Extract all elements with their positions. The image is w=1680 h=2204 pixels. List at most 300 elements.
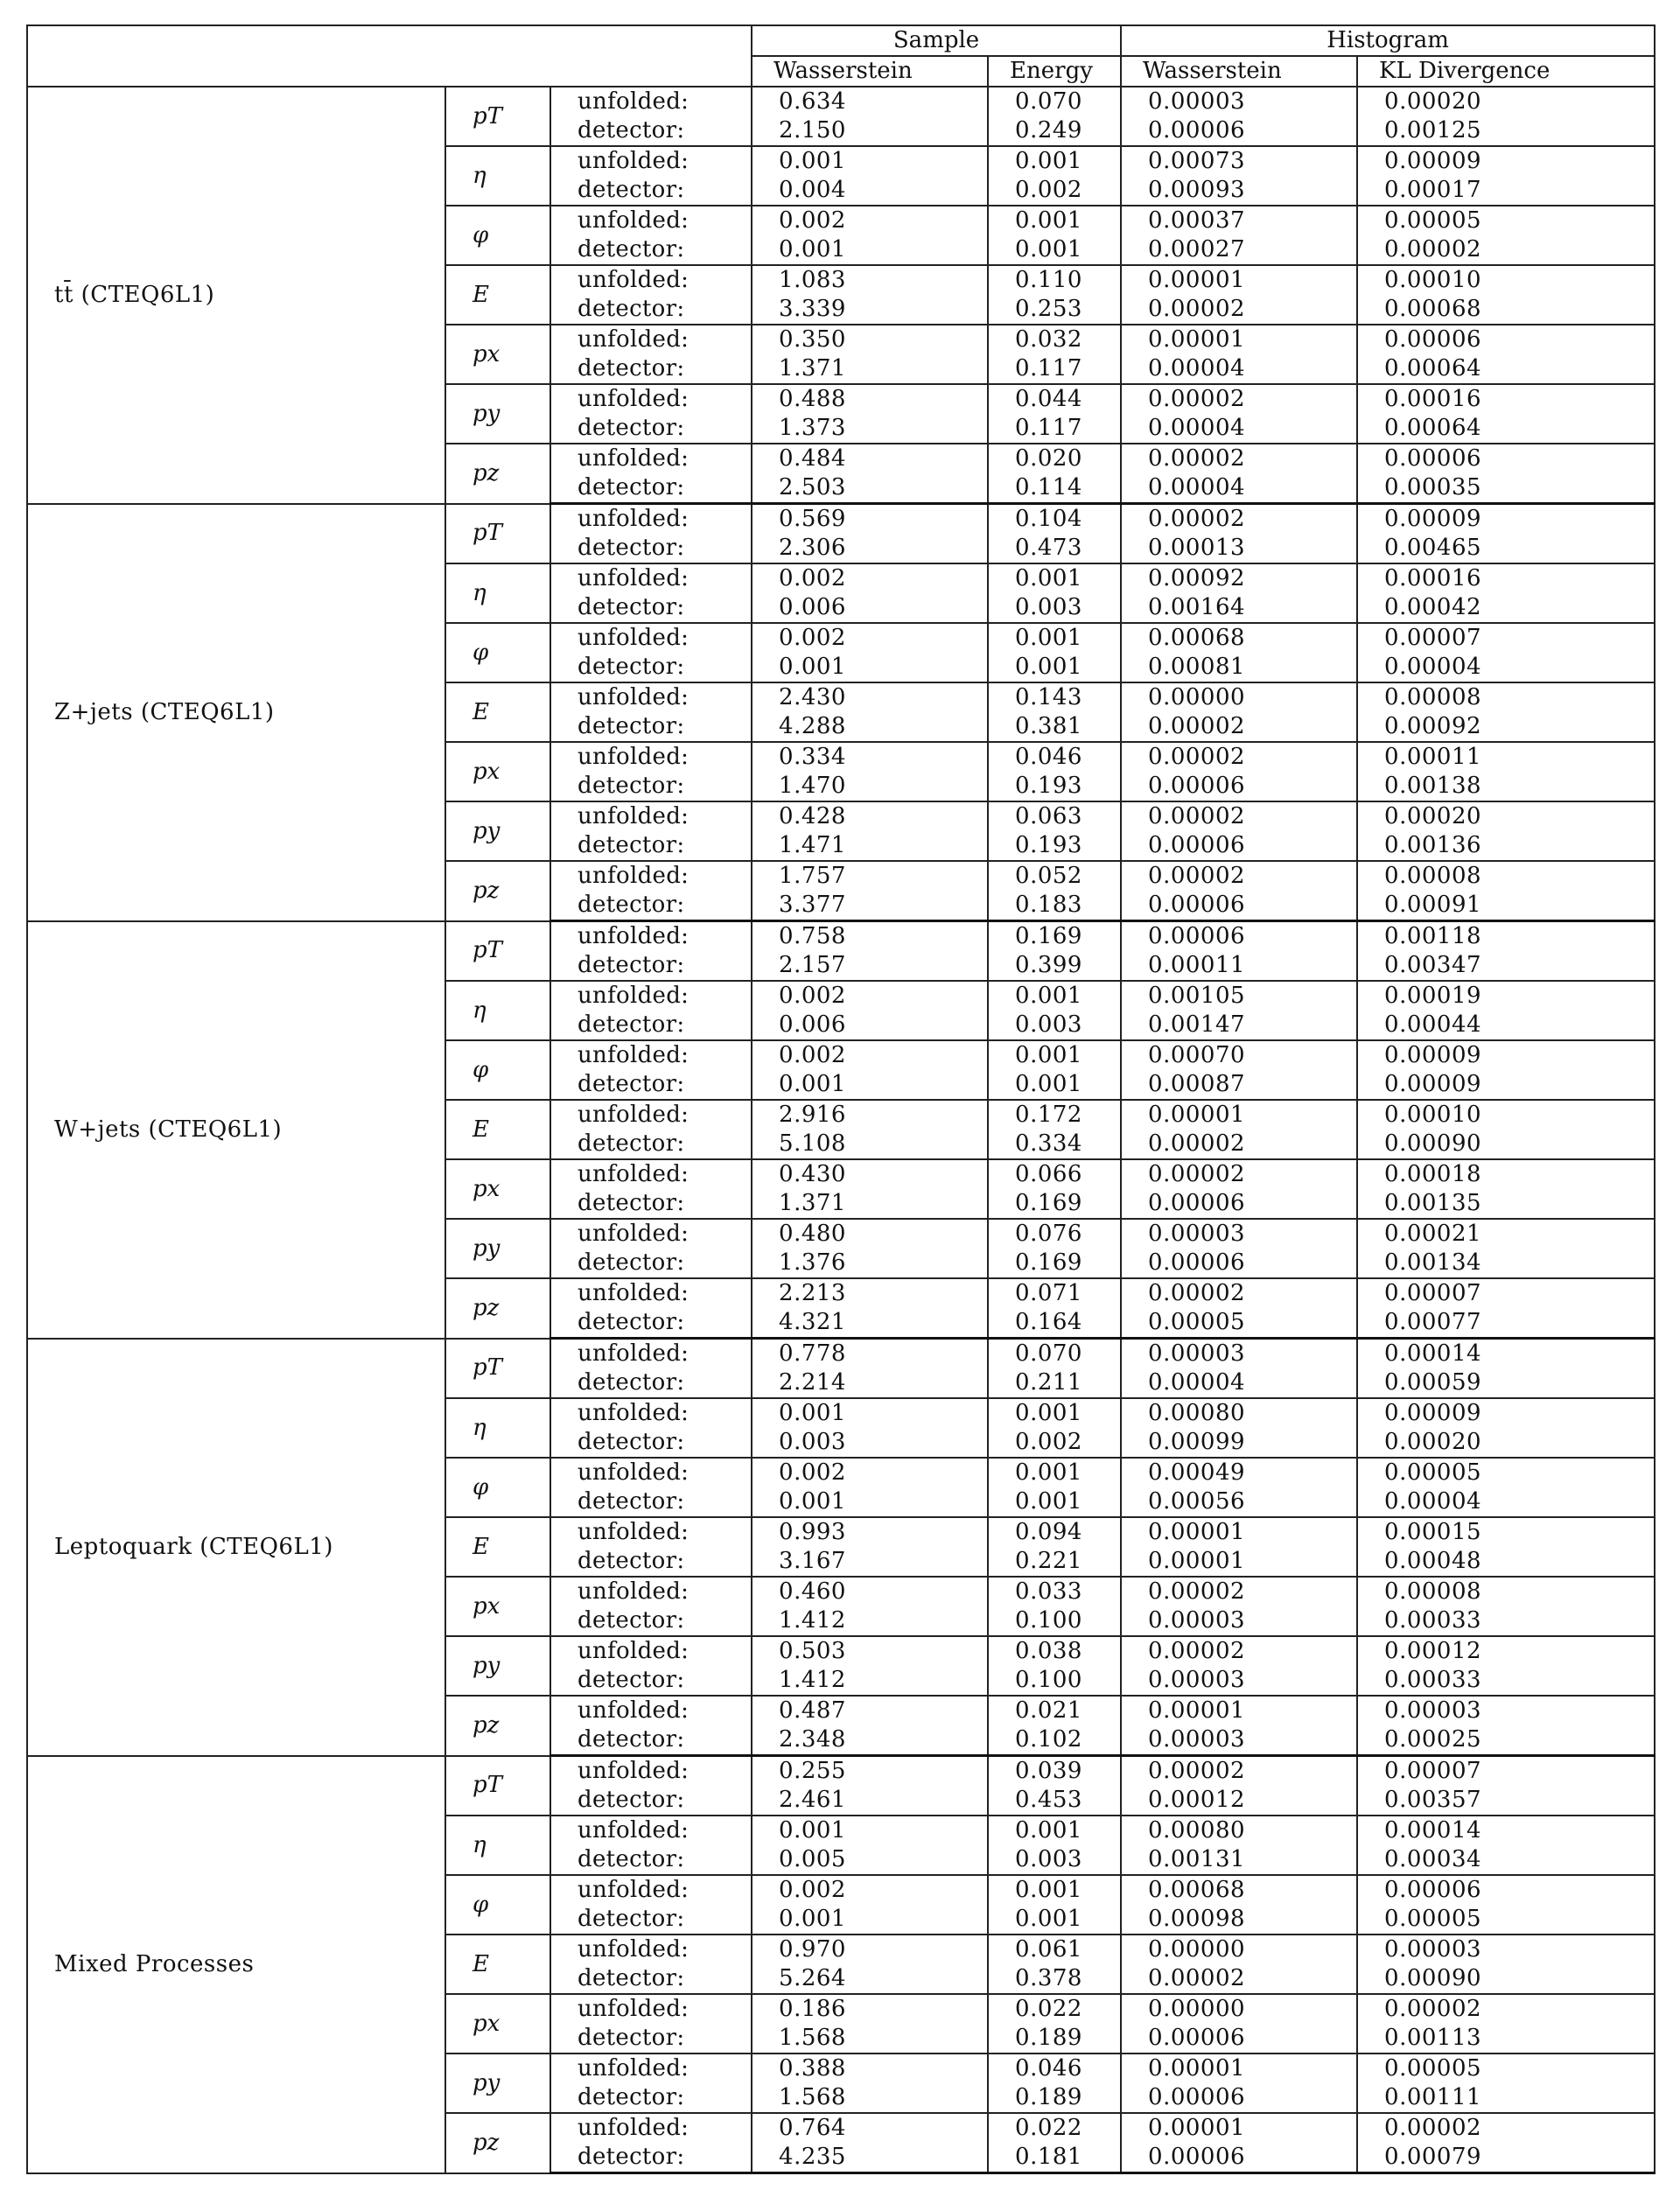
- hist-kl-value: 0.00014: [1357, 1339, 1655, 1369]
- row-kind-label: detector:: [550, 295, 752, 325]
- row-kind-label: detector:: [550, 1308, 752, 1339]
- variable-label: pz: [445, 1696, 550, 1756]
- row-kind-label: detector:: [550, 951, 752, 981]
- sample-wasserstein-value: 2.916: [752, 1100, 988, 1130]
- process-name: Mixed Processes: [27, 1756, 445, 2173]
- hist-kl-value: 0.00048: [1357, 1547, 1655, 1577]
- hist-kl-value: 0.00002: [1357, 235, 1655, 265]
- variable-label: pz: [445, 2113, 550, 2173]
- hist-kl-value: 0.00004: [1357, 653, 1655, 682]
- sample-energy-value: 0.102: [988, 1725, 1121, 1756]
- sample-energy-value: 0.066: [988, 1159, 1121, 1189]
- hist-wasserstein-value: 0.00002: [1121, 1964, 1357, 1994]
- sample-energy-value: 0.381: [988, 712, 1121, 742]
- sample-energy-value: 0.001: [988, 1398, 1121, 1428]
- table-row: [27, 1339, 1655, 1369]
- hist-wasserstein-value: 0.00006: [1121, 891, 1357, 921]
- hist-kl-value: 0.00005: [1357, 1458, 1655, 1487]
- sample-energy-value: 0.001: [988, 1905, 1121, 1935]
- sample-wasserstein-value: 2.430: [752, 682, 988, 712]
- row-kind-label: unfolded:: [550, 1636, 752, 1666]
- variable-label: φ: [445, 1458, 550, 1517]
- row-kind-label: unfolded:: [550, 1159, 752, 1189]
- sample-wasserstein-value: 0.005: [752, 1845, 988, 1875]
- row-kind-label: unfolded:: [550, 1935, 752, 1964]
- hist-wasserstein-value: 0.00004: [1121, 473, 1357, 504]
- hist-kl-value: 0.00009: [1357, 1070, 1655, 1100]
- hist-kl-value: 0.00005: [1357, 1905, 1655, 1935]
- hist-kl-value: 0.00033: [1357, 1666, 1655, 1696]
- hist-kl-value: 0.00008: [1357, 682, 1655, 712]
- sample-energy-value: 0.100: [988, 1666, 1121, 1696]
- hist-kl-value: 0.00005: [1357, 206, 1655, 235]
- sample-wasserstein-value: 0.503: [752, 1636, 988, 1666]
- hist-kl-value: 0.00010: [1357, 1100, 1655, 1130]
- row-kind-label: detector:: [550, 593, 752, 623]
- hist-wasserstein-value: 0.00006: [1121, 2083, 1357, 2113]
- sample-energy-value: 0.061: [988, 1935, 1121, 1964]
- sample-energy-value: 0.046: [988, 742, 1121, 772]
- hist-wasserstein-value: 0.00000: [1121, 682, 1357, 712]
- row-kind-label: unfolded:: [550, 742, 752, 772]
- sample-energy-value: 0.189: [988, 2083, 1121, 2113]
- hist-kl-value: 0.00011: [1357, 742, 1655, 772]
- sample-energy-value: 0.076: [988, 1219, 1121, 1249]
- sample-energy-value: 0.189: [988, 2024, 1121, 2054]
- sample-wasserstein-value: 0.002: [752, 981, 988, 1011]
- hist-wasserstein-value: 0.00073: [1121, 146, 1357, 176]
- sample-energy-value: 0.143: [988, 682, 1121, 712]
- sample-wasserstein-value: 2.150: [752, 116, 988, 146]
- variable-label: px: [445, 1159, 550, 1219]
- header-blank-cell: [27, 25, 752, 87]
- row-kind-label: unfolded:: [550, 384, 752, 414]
- row-kind-label: detector:: [550, 772, 752, 801]
- row-kind-label: detector:: [550, 116, 752, 146]
- row-kind-label: unfolded:: [550, 1517, 752, 1547]
- sample-wasserstein-value: 1.412: [752, 1606, 988, 1636]
- hist-wasserstein-value: 0.00006: [1121, 831, 1357, 861]
- hist-kl-value: 0.00010: [1357, 265, 1655, 295]
- row-kind-label: detector:: [550, 1964, 752, 1994]
- row-kind-label: detector:: [550, 414, 752, 444]
- sample-wasserstein-value: 0.186: [752, 1994, 988, 2024]
- header-group-histogram: Histogram: [1121, 25, 1655, 56]
- row-kind-label: unfolded:: [550, 265, 752, 295]
- sample-energy-value: 0.070: [988, 1339, 1121, 1369]
- hist-wasserstein-value: 0.00001: [1121, 265, 1357, 295]
- sample-energy-value: 0.378: [988, 1964, 1121, 1994]
- sample-wasserstein-value: 1.371: [752, 354, 988, 384]
- hist-wasserstein-value: 0.00002: [1121, 1636, 1357, 1666]
- sample-energy-value: 0.021: [988, 1696, 1121, 1725]
- hist-kl-value: 0.00002: [1357, 2113, 1655, 2143]
- row-kind-label: unfolded:: [550, 1577, 752, 1606]
- sample-energy-value: 0.164: [988, 1308, 1121, 1339]
- row-kind-label: detector:: [550, 534, 752, 563]
- sample-wasserstein-value: 0.002: [752, 1040, 988, 1070]
- hist-kl-value: 0.00012: [1357, 1636, 1655, 1666]
- hist-wasserstein-value: 0.00011: [1121, 951, 1357, 981]
- sample-wasserstein-value: 1.568: [752, 2024, 988, 2054]
- sample-energy-value: 0.001: [988, 981, 1121, 1011]
- hist-wasserstein-value: 0.00006: [1121, 2143, 1357, 2173]
- row-kind-label: unfolded:: [550, 1875, 752, 1905]
- row-kind-label: unfolded:: [550, 504, 752, 535]
- sample-energy-value: 0.169: [988, 1189, 1121, 1219]
- sample-energy-value: 0.169: [988, 1249, 1121, 1278]
- hist-wasserstein-value: 0.00027: [1121, 235, 1357, 265]
- sample-energy-value: 0.104: [988, 504, 1121, 535]
- sample-energy-value: 0.044: [988, 384, 1121, 414]
- sample-energy-value: 0.221: [988, 1547, 1121, 1577]
- hist-wasserstein-value: 0.00092: [1121, 563, 1357, 593]
- sample-energy-value: 0.063: [988, 801, 1121, 831]
- hist-wasserstein-value: 0.00037: [1121, 206, 1357, 235]
- row-kind-label: detector:: [550, 354, 752, 384]
- hist-wasserstein-value: 0.00001: [1121, 1696, 1357, 1725]
- row-kind-label: detector:: [550, 1130, 752, 1159]
- sample-wasserstein-value: 0.350: [752, 325, 988, 354]
- sample-wasserstein-value: 2.461: [752, 1786, 988, 1816]
- sample-wasserstein-value: 0.002: [752, 623, 988, 653]
- sample-energy-value: 0.033: [988, 1577, 1121, 1606]
- sample-wasserstein-value: 3.167: [752, 1547, 988, 1577]
- hist-kl-value: 0.00092: [1357, 712, 1655, 742]
- table-body: [27, 87, 1655, 2173]
- sample-energy-value: 0.193: [988, 831, 1121, 861]
- hist-wasserstein-value: 0.00002: [1121, 444, 1357, 473]
- variable-label: py: [445, 2054, 550, 2113]
- hist-kl-value: 0.00003: [1357, 1935, 1655, 1964]
- hist-wasserstein-value: 0.00099: [1121, 1428, 1357, 1458]
- hist-wasserstein-value: 0.00002: [1121, 1756, 1357, 1787]
- sample-wasserstein-value: 1.471: [752, 831, 988, 861]
- sample-energy-value: 0.110: [988, 265, 1121, 295]
- variable-label: pz: [445, 1278, 550, 1339]
- table-row: [27, 921, 1655, 952]
- row-kind-label: unfolded:: [550, 563, 752, 593]
- row-kind-label: detector:: [550, 2083, 752, 2113]
- hist-kl-value: 0.00015: [1357, 1517, 1655, 1547]
- sample-energy-value: 0.001: [988, 1816, 1121, 1845]
- hist-wasserstein-value: 0.00006: [1121, 116, 1357, 146]
- sample-wasserstein-value: 0.003: [752, 1428, 988, 1458]
- variable-label: py: [445, 801, 550, 861]
- row-kind-label: unfolded:: [550, 2113, 752, 2143]
- hist-wasserstein-value: 0.00000: [1121, 1994, 1357, 2024]
- hist-wasserstein-value: 0.00006: [1121, 1189, 1357, 1219]
- hist-wasserstein-value: 0.00001: [1121, 325, 1357, 354]
- sample-wasserstein-value: 1.373: [752, 414, 988, 444]
- row-kind-label: detector:: [550, 891, 752, 921]
- hist-wasserstein-value: 0.00070: [1121, 1040, 1357, 1070]
- hist-kl-value: 0.00090: [1357, 1130, 1655, 1159]
- sample-energy-value: 0.032: [988, 325, 1121, 354]
- row-kind-label: detector:: [550, 1011, 752, 1040]
- variable-label: pT: [445, 1756, 550, 1816]
- row-kind-label: unfolded:: [550, 981, 752, 1011]
- sample-energy-value: 0.039: [988, 1756, 1121, 1787]
- sample-energy-value: 0.169: [988, 921, 1121, 952]
- hist-kl-value: 0.00111: [1357, 2083, 1655, 2113]
- sample-energy-value: 0.172: [988, 1100, 1121, 1130]
- hist-wasserstein-value: 0.00002: [1121, 504, 1357, 535]
- sample-wasserstein-value: 0.487: [752, 1696, 988, 1725]
- hist-kl-value: 0.00002: [1357, 1994, 1655, 2024]
- row-kind-label: unfolded:: [550, 1994, 752, 2024]
- hist-wasserstein-value: 0.00001: [1121, 2054, 1357, 2083]
- sample-energy-value: 0.001: [988, 206, 1121, 235]
- row-kind-label: detector:: [550, 712, 752, 742]
- sample-wasserstein-value: 0.430: [752, 1159, 988, 1189]
- sample-wasserstein-value: 0.006: [752, 593, 988, 623]
- hist-wasserstein-value: 0.00098: [1121, 1905, 1357, 1935]
- hist-wasserstein-value: 0.00002: [1121, 384, 1357, 414]
- sample-energy-value: 0.003: [988, 1011, 1121, 1040]
- hist-kl-value: 0.00059: [1357, 1368, 1655, 1398]
- sample-wasserstein-value: 0.001: [752, 1905, 988, 1935]
- hist-kl-value: 0.00020: [1357, 87, 1655, 116]
- sample-energy-value: 0.001: [988, 653, 1121, 682]
- hist-wasserstein-value: 0.00002: [1121, 861, 1357, 891]
- hist-kl-value: 0.00009: [1357, 146, 1655, 176]
- process-name: tt̄ (CTEQ6L1): [27, 87, 445, 504]
- row-kind-label: detector:: [550, 1487, 752, 1517]
- sample-wasserstein-value: 1.412: [752, 1666, 988, 1696]
- hist-wasserstein-value: 0.00003: [1121, 1606, 1357, 1636]
- row-kind-label: detector:: [550, 176, 752, 206]
- sample-wasserstein-value: 0.488: [752, 384, 988, 414]
- variable-label: px: [445, 325, 550, 384]
- row-kind-label: detector:: [550, 2143, 752, 2173]
- variable-label: η: [445, 146, 550, 206]
- hist-kl-value: 0.00033: [1357, 1606, 1655, 1636]
- sample-wasserstein-value: 0.001: [752, 1816, 988, 1845]
- hist-kl-value: 0.00064: [1357, 414, 1655, 444]
- hist-wasserstein-value: 0.00003: [1121, 1725, 1357, 1756]
- sample-energy-value: 0.020: [988, 444, 1121, 473]
- sample-wasserstein-value: 0.970: [752, 1935, 988, 1964]
- hist-wasserstein-value: 0.00002: [1121, 1577, 1357, 1606]
- variable-label: φ: [445, 623, 550, 682]
- table-row: [27, 504, 1655, 535]
- sample-wasserstein-value: 0.004: [752, 176, 988, 206]
- sample-wasserstein-value: 0.006: [752, 1011, 988, 1040]
- hist-kl-value: 0.00007: [1357, 1278, 1655, 1308]
- hist-kl-value: 0.00016: [1357, 563, 1655, 593]
- sample-energy-value: 0.001: [988, 563, 1121, 593]
- hist-kl-value: 0.00068: [1357, 295, 1655, 325]
- sample-wasserstein-value: 0.460: [752, 1577, 988, 1606]
- row-kind-label: detector:: [550, 1189, 752, 1219]
- hist-kl-value: 0.00042: [1357, 593, 1655, 623]
- hist-wasserstein-value: 0.00004: [1121, 414, 1357, 444]
- hist-kl-value: 0.00020: [1357, 1428, 1655, 1458]
- sample-energy-value: 0.038: [988, 1636, 1121, 1666]
- row-kind-label: detector:: [550, 1845, 752, 1875]
- sample-wasserstein-value: 0.993: [752, 1517, 988, 1547]
- hist-wasserstein-value: 0.00003: [1121, 1666, 1357, 1696]
- sample-wasserstein-value: 0.001: [752, 653, 988, 682]
- row-kind-label: unfolded:: [550, 206, 752, 235]
- sample-wasserstein-value: 0.484: [752, 444, 988, 473]
- variable-label: px: [445, 742, 550, 801]
- hist-kl-value: 0.00020: [1357, 801, 1655, 831]
- sample-wasserstein-value: 0.002: [752, 1875, 988, 1905]
- sample-energy-value: 0.001: [988, 1458, 1121, 1487]
- row-kind-label: detector:: [550, 1606, 752, 1636]
- hist-wasserstein-value: 0.00093: [1121, 176, 1357, 206]
- variable-label: E: [445, 1100, 550, 1159]
- sample-wasserstein-value: 5.264: [752, 1964, 988, 1994]
- row-kind-label: unfolded:: [550, 325, 752, 354]
- sample-wasserstein-value: 0.255: [752, 1756, 988, 1787]
- sample-energy-value: 0.001: [988, 235, 1121, 265]
- hist-kl-value: 0.00007: [1357, 1756, 1655, 1787]
- sample-energy-value: 0.253: [988, 295, 1121, 325]
- hist-wasserstein-value: 0.00006: [1121, 1249, 1357, 1278]
- hist-kl-value: 0.00008: [1357, 861, 1655, 891]
- hist-wasserstein-value: 0.00147: [1121, 1011, 1357, 1040]
- row-kind-label: unfolded:: [550, 2054, 752, 2083]
- hist-wasserstein-value: 0.00105: [1121, 981, 1357, 1011]
- hist-wasserstein-value: 0.00006: [1121, 772, 1357, 801]
- hist-wasserstein-value: 0.00002: [1121, 1159, 1357, 1189]
- sample-wasserstein-value: 2.157: [752, 951, 988, 981]
- sample-wasserstein-value: 2.306: [752, 534, 988, 563]
- hist-wasserstein-value: 0.00001: [1121, 1517, 1357, 1547]
- hist-wasserstein-value: 0.00068: [1121, 1875, 1357, 1905]
- sample-wasserstein-value: 0.480: [752, 1219, 988, 1249]
- row-kind-label: unfolded:: [550, 1458, 752, 1487]
- variable-label: pT: [445, 921, 550, 982]
- sample-energy-value: 0.070: [988, 87, 1121, 116]
- variable-label: pT: [445, 87, 550, 146]
- hist-kl-value: 0.00064: [1357, 354, 1655, 384]
- row-kind-label: detector:: [550, 473, 752, 504]
- hist-kl-value: 0.00034: [1357, 1845, 1655, 1875]
- variable-label: φ: [445, 206, 550, 265]
- table-row: [27, 1756, 1655, 1787]
- sample-wasserstein-value: 1.083: [752, 265, 988, 295]
- hist-kl-value: 0.00113: [1357, 2024, 1655, 2054]
- sample-energy-value: 0.001: [988, 1040, 1121, 1070]
- variable-label: E: [445, 682, 550, 742]
- sample-wasserstein-value: 0.634: [752, 87, 988, 116]
- hist-kl-value: 0.00003: [1357, 1696, 1655, 1725]
- sample-energy-value: 0.453: [988, 1786, 1121, 1816]
- sample-wasserstein-value: 4.321: [752, 1308, 988, 1339]
- sample-energy-value: 0.003: [988, 593, 1121, 623]
- sample-wasserstein-value: 0.002: [752, 1458, 988, 1487]
- row-kind-label: unfolded:: [550, 146, 752, 176]
- hist-kl-value: 0.00025: [1357, 1725, 1655, 1756]
- variable-label: E: [445, 1517, 550, 1577]
- sample-wasserstein-value: 0.758: [752, 921, 988, 952]
- sample-energy-value: 0.001: [988, 1875, 1121, 1905]
- hist-kl-value: 0.00004: [1357, 1487, 1655, 1517]
- results-table: [26, 24, 1656, 2174]
- sample-wasserstein-value: 1.757: [752, 861, 988, 891]
- variable-label: pz: [445, 444, 550, 504]
- sample-energy-value: 0.183: [988, 891, 1121, 921]
- variable-label: pT: [445, 504, 550, 564]
- hist-kl-value: 0.00118: [1357, 921, 1655, 952]
- sample-energy-value: 0.114: [988, 473, 1121, 504]
- row-kind-label: detector:: [550, 1428, 752, 1458]
- row-kind-label: unfolded:: [550, 1219, 752, 1249]
- sample-energy-value: 0.094: [988, 1517, 1121, 1547]
- row-kind-label: unfolded:: [550, 1339, 752, 1369]
- sample-wasserstein-value: 1.470: [752, 772, 988, 801]
- hist-kl-value: 0.00018: [1357, 1159, 1655, 1189]
- row-kind-label: detector:: [550, 1725, 752, 1756]
- sample-energy-value: 0.334: [988, 1130, 1121, 1159]
- row-kind-label: unfolded:: [550, 1040, 752, 1070]
- hist-wasserstein-value: 0.00006: [1121, 921, 1357, 952]
- sample-wasserstein-value: 0.001: [752, 1487, 988, 1517]
- hist-kl-value: 0.00044: [1357, 1011, 1655, 1040]
- hist-wasserstein-value: 0.00004: [1121, 354, 1357, 384]
- sample-wasserstein-value: 1.568: [752, 2083, 988, 2113]
- header-group-row: [27, 25, 1655, 56]
- sample-wasserstein-value: 0.778: [752, 1339, 988, 1369]
- variable-label: px: [445, 1577, 550, 1636]
- hist-kl-value: 0.00006: [1357, 325, 1655, 354]
- hist-kl-value: 0.00077: [1357, 1308, 1655, 1339]
- hist-wasserstein-value: 0.00003: [1121, 1219, 1357, 1249]
- hist-wasserstein-value: 0.00131: [1121, 1845, 1357, 1875]
- variable-label: E: [445, 1935, 550, 1994]
- hist-wasserstein-value: 0.00081: [1121, 653, 1357, 682]
- variable-label: φ: [445, 1040, 550, 1100]
- variable-label: py: [445, 1219, 550, 1278]
- row-kind-label: unfolded:: [550, 87, 752, 116]
- hist-wasserstein-value: 0.00004: [1121, 1368, 1357, 1398]
- table-row: [27, 87, 1655, 116]
- sample-wasserstein-value: 3.339: [752, 295, 988, 325]
- row-kind-label: unfolded:: [550, 1278, 752, 1308]
- row-kind-label: detector:: [550, 1905, 752, 1935]
- sample-wasserstein-value: 0.001: [752, 235, 988, 265]
- sample-energy-value: 0.022: [988, 2113, 1121, 2143]
- hist-kl-value: 0.00008: [1357, 1577, 1655, 1606]
- hist-kl-value: 0.00136: [1357, 831, 1655, 861]
- sample-wasserstein-value: 4.288: [752, 712, 988, 742]
- sample-wasserstein-value: 0.002: [752, 206, 988, 235]
- row-kind-label: detector:: [550, 1070, 752, 1100]
- hist-kl-value: 0.00090: [1357, 1964, 1655, 1994]
- sample-wasserstein-value: 0.001: [752, 146, 988, 176]
- sample-energy-value: 0.193: [988, 772, 1121, 801]
- hist-wasserstein-value: 0.00012: [1121, 1786, 1357, 1816]
- variable-label: py: [445, 384, 550, 444]
- header-hist-wasserstein: Wasserstein: [1121, 56, 1357, 87]
- sample-wasserstein-value: 2.214: [752, 1368, 988, 1398]
- process-name: Z+jets (CTEQ6L1): [27, 504, 445, 921]
- hist-wasserstein-value: 0.00001: [1121, 2113, 1357, 2143]
- row-kind-label: detector:: [550, 1368, 752, 1398]
- variable-label: φ: [445, 1875, 550, 1935]
- hist-wasserstein-value: 0.00002: [1121, 712, 1357, 742]
- process-name: W+jets (CTEQ6L1): [27, 921, 445, 1339]
- sample-energy-value: 0.001: [988, 146, 1121, 176]
- sample-wasserstein-value: 2.348: [752, 1725, 988, 1756]
- sample-wasserstein-value: 0.001: [752, 1398, 988, 1428]
- hist-kl-value: 0.00357: [1357, 1786, 1655, 1816]
- hist-wasserstein-value: 0.00002: [1121, 1130, 1357, 1159]
